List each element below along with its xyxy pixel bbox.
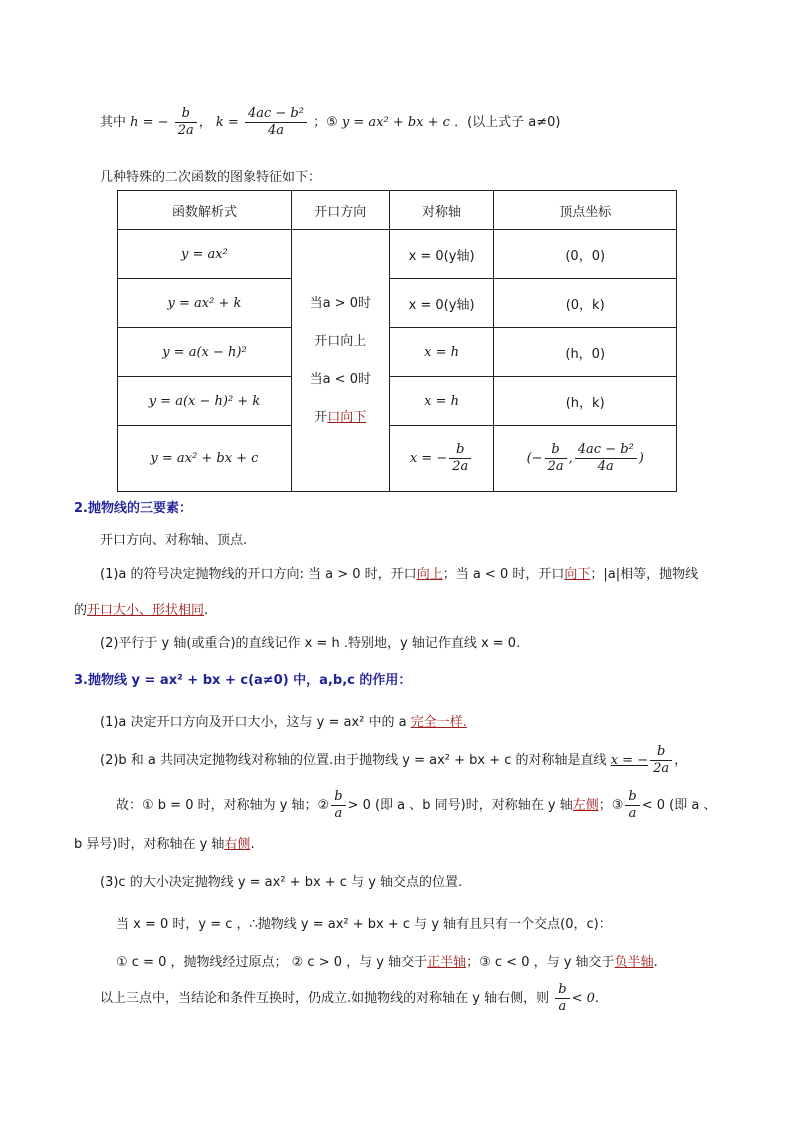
sec3-l3e: < 0 (即 a 、 bbox=[641, 798, 717, 813]
row3-axis: x = h bbox=[389, 328, 494, 377]
row4-expr: y = a(x − h)² + k bbox=[118, 377, 292, 426]
header-expr: 函数解析式 bbox=[118, 191, 292, 230]
intro-prefix: 其中 bbox=[100, 115, 127, 130]
sec2-line4: (2)平行于 y 轴(或重合)的直线记作 x = h .特别地，y 轴记作直线 x = 0. bbox=[100, 636, 521, 651]
intro-sep: ；⑤ bbox=[313, 115, 338, 130]
opening-line1: 当a > 0时 bbox=[309, 295, 371, 311]
sec3-l1a: (1)a 决定开口方向及开口大小，这与 y = ax² 中的 a bbox=[100, 715, 411, 730]
sec3-line1 bbox=[100, 711, 467, 730]
table-row bbox=[118, 230, 677, 279]
row2-vertex: (0，k) bbox=[494, 279, 677, 328]
row2-expr: y = ax² + k bbox=[118, 279, 292, 328]
row5-axis-frac bbox=[449, 442, 471, 475]
sec3-l8-frac bbox=[555, 982, 569, 1015]
opening-plain: 开 bbox=[314, 409, 328, 425]
sec3-l4b: 右侧 bbox=[224, 837, 251, 852]
k-fraction bbox=[245, 106, 307, 139]
opening-line2: 开口向上 bbox=[314, 333, 367, 349]
sec3-l7c: ；③ c < 0 ，与 y 轴交于 bbox=[466, 955, 615, 970]
sec2-l3c: . bbox=[204, 603, 209, 618]
sec3-l2-lhs: x = − bbox=[610, 753, 649, 768]
intro-note: ．(以上式子 a≠0) bbox=[454, 115, 561, 130]
row1-vertex: (0，0) bbox=[494, 230, 677, 279]
sec3-l7d: 负半轴 bbox=[614, 955, 654, 970]
sec3-l8b: < 0. bbox=[571, 991, 599, 1006]
sec2-l2a: (1)a 的符号决定抛物线的开口方向: 当 a > 0 时，开口 bbox=[100, 567, 417, 582]
sec2-l2b: 向上 bbox=[416, 567, 443, 582]
sec3-l4a: b 异号)时，对称轴在 y 轴 bbox=[74, 837, 225, 852]
h-num: b bbox=[175, 106, 197, 123]
row5-axis-lhs: x = − bbox=[409, 451, 448, 466]
opening-line4 bbox=[293, 399, 388, 437]
k-lhs: k = bbox=[215, 115, 239, 130]
feature-table bbox=[117, 190, 677, 492]
sec3-line5: (3)c 的大小决定抛物线 y = ax² + bx + c 与 y 轴交点的位置. bbox=[100, 875, 463, 890]
sec2-l2d: 向下 bbox=[564, 567, 591, 582]
sec3-line6: 当 x = 0 时，y = c ，∴抛物线 y = ax² + bx + c 与 y 轴有且只有一个交点(0，c)： bbox=[116, 917, 612, 932]
row2-axis: x = 0(y轴) bbox=[389, 279, 494, 328]
row5-vertex-d1: 2a bbox=[547, 459, 564, 474]
h-den: 2a bbox=[177, 123, 194, 138]
opening-line3: 当a < 0时 bbox=[309, 371, 371, 387]
sec3-l3a: 故：① b = 0 时，对称轴为 y 轴；② bbox=[116, 798, 330, 813]
form5: y = ax² + bx + c bbox=[341, 115, 450, 130]
sec2-line2 bbox=[100, 563, 698, 582]
sec3-l2-frac bbox=[650, 744, 672, 777]
sec3-l7e: . bbox=[653, 955, 658, 970]
sec3-l8-num: b bbox=[555, 982, 569, 999]
row5-axis bbox=[389, 426, 494, 492]
sec3-line2 bbox=[100, 744, 687, 777]
row5-axis-num: b bbox=[449, 442, 471, 459]
table-row bbox=[118, 279, 677, 328]
sec3-line4 bbox=[74, 833, 255, 852]
sec2-l3a: 的 bbox=[74, 603, 88, 618]
sec3-l1b: 完全一样. bbox=[410, 715, 467, 730]
sec3-l3-num2: b bbox=[625, 789, 639, 806]
table-header-row bbox=[118, 191, 677, 230]
sec2-l2e: ；|a|相等，抛物线 bbox=[590, 567, 699, 582]
table-row bbox=[118, 426, 677, 492]
row5-vertex-n2: 4ac − b² bbox=[575, 442, 637, 459]
sec3-l2-num: b bbox=[650, 744, 672, 761]
row3-vertex: (h，0) bbox=[494, 328, 677, 377]
opening-cell bbox=[291, 230, 389, 492]
sec3-l3-frac1 bbox=[331, 789, 345, 822]
sec3-line3 bbox=[116, 789, 716, 822]
row3-expr: y = a(x − h)² bbox=[118, 328, 292, 377]
sec3-l8-den: a bbox=[558, 999, 567, 1014]
header-opening: 开口方向 bbox=[291, 191, 389, 230]
sec3-l3-den1: a bbox=[334, 806, 343, 821]
sec3-l3-num1: b bbox=[331, 789, 345, 806]
sec2-line3 bbox=[74, 599, 208, 618]
h-fraction bbox=[175, 106, 197, 139]
table-caption: 几种特殊的二次函数的图象特征如下： bbox=[100, 170, 322, 185]
sec2-title: 2.抛物线的三要素： bbox=[74, 501, 192, 516]
sec3-title: 3.抛物线 y = ax² + bx + c(a≠0) 中，a,b,c 的作用： bbox=[74, 673, 412, 688]
row5-vertex-frac1 bbox=[545, 442, 567, 475]
row5-vertex-n1: b bbox=[545, 442, 567, 459]
row4-vertex: (h，k) bbox=[494, 377, 677, 426]
sec3-l3-den2: a bbox=[628, 806, 637, 821]
sec2-l3b: 开口大小、形状相同 bbox=[87, 603, 205, 618]
sec3-l3d: ；③ bbox=[598, 798, 624, 813]
sec3-l7b: 正半轴 bbox=[427, 955, 467, 970]
sec3-l2a: (2)b 和 a 共同决定抛物线对称轴的位置.由于抛物线 y = ax² + bx + c 的对称轴是直线 bbox=[100, 753, 607, 768]
sec2-line1: 开口方向、对称轴、顶点. bbox=[100, 533, 248, 548]
table-row bbox=[118, 377, 677, 426]
h-lhs: h = − bbox=[130, 115, 169, 130]
row5-vertex-frac2 bbox=[575, 442, 637, 475]
k-den: 4a bbox=[267, 123, 284, 138]
sec3-line7 bbox=[116, 951, 658, 970]
header-axis: 对称轴 bbox=[389, 191, 494, 230]
sec3-l3-frac2 bbox=[625, 789, 639, 822]
table-row bbox=[118, 328, 677, 377]
row1-axis: x = 0(y轴) bbox=[389, 230, 494, 279]
sec3-l3b: > 0 (即 a 、b 同号)时，对称轴在 y 轴 bbox=[347, 798, 573, 813]
sec3-l7a: ① c = 0 ，抛物线经过原点； ② c > 0 ，与 y 轴交于 bbox=[116, 955, 428, 970]
row5-axis-den: 2a bbox=[452, 459, 469, 474]
sec3-l4c: . bbox=[250, 837, 255, 852]
opening-down-label: 口向下 bbox=[327, 409, 367, 425]
row5-vertex: (− $\frac{b}{2a}$ , $\frac{\text{4ac − b²}}{4a}$ ) bbox=[494, 426, 677, 492]
header-vertex: 顶点坐标 bbox=[494, 191, 677, 230]
sec3-l3c: 左侧 bbox=[572, 798, 599, 813]
sec3-l8a: 以上三点中，当结论和条件互换时，仍成立.如抛物线的对称轴在 y 轴右侧，则 bbox=[100, 991, 550, 1006]
intro-line: 其中 h = − $\frac{b}{2a}$ ， k = $\frac{\text{4ac − b²}}{4a}$ ；⑤ y = ax² + bx + c ．(以上式子 a≠0) bbox=[100, 106, 561, 138]
row1-expr: y = ax² bbox=[118, 230, 292, 279]
row5-expr: y = ax² + bx + c bbox=[118, 426, 292, 492]
sec3-l2-end: ， bbox=[674, 753, 688, 768]
sec2-l2c: ；当 a < 0 时，开口 bbox=[442, 567, 565, 582]
k-num: 4ac − b² bbox=[245, 106, 307, 123]
sec3-l2-den: 2a bbox=[653, 761, 670, 776]
row4-axis: x = h bbox=[389, 377, 494, 426]
sec3-line8 bbox=[100, 982, 599, 1015]
row5-vertex-d2: 4a bbox=[597, 459, 614, 474]
